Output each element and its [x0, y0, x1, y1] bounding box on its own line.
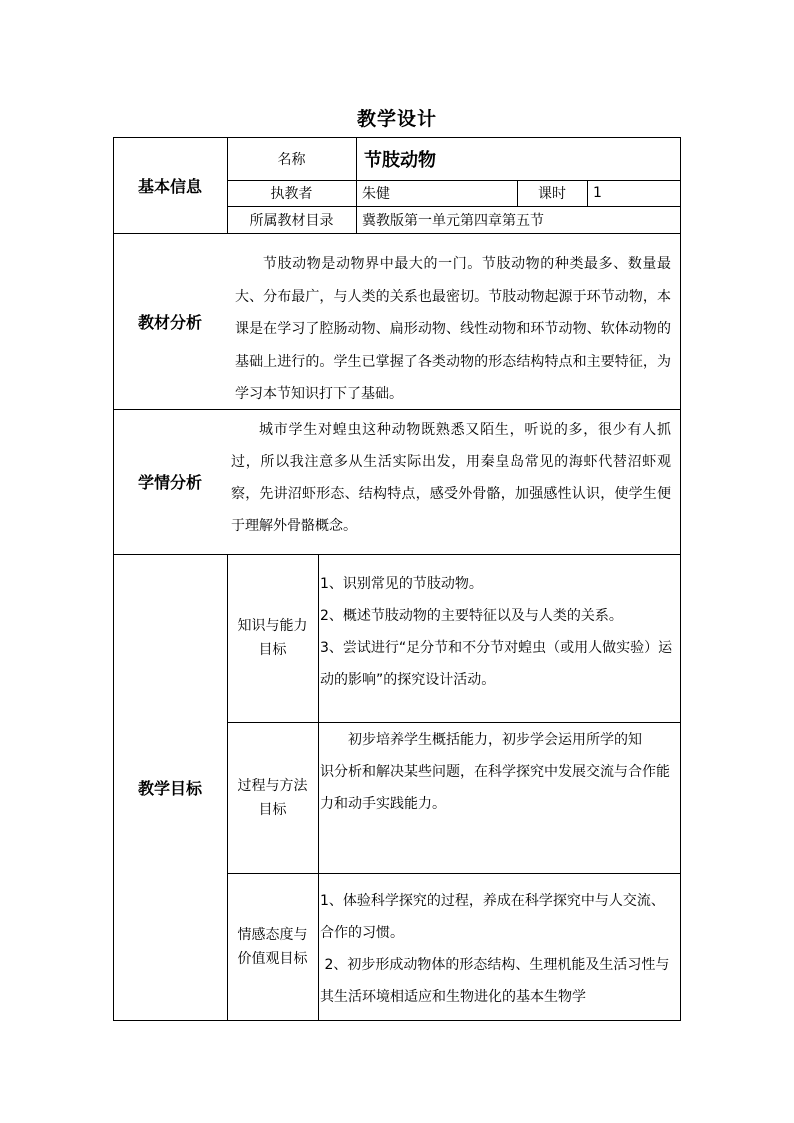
- emotion-goal-item: 2、初步形成动物体的形态结构、生理机能及生活习性与其生活环境相适应和生物进化的基本生物学: [320, 957, 670, 1005]
- section-label-material-analysis: 教材分析: [137, 312, 202, 332]
- textbook-value: 冀教版第一单元第四章第五节: [362, 212, 544, 229]
- teacher-value: 朱健: [362, 186, 390, 202]
- col-divider: [318, 554, 319, 1021]
- lesson-plan-table: [113, 137, 681, 1021]
- material-analysis-paragraph: 节肢动物是动物界中最大的一门。节肢动物的种类最多、数量最大、分布最广，与人类的关系也最密切。节肢动物起源于环节动物，本课是在学习了腔肠动物、扁形动物、线性动物和环节动物、软体动物的基础上进行的。学生已掌握了各类动物的形态结构特点和主要特征，为学习本节知识打下了基础。: [235, 256, 671, 402]
- section-label-teaching-goals: 教学目标: [137, 778, 202, 798]
- knowledge-goal-item: 2、概述节肢动物的主要特征以及与人类的关系。: [320, 608, 623, 624]
- section-label-basic-info: 基本信息: [137, 176, 202, 196]
- process-goal-line: 初步培养学生概括能力，初步学会运用所学的知: [348, 732, 642, 748]
- process-goal-label: 过程与方法目标: [237, 777, 308, 818]
- knowledge-goal-item: 1、识别常见的节肢动物。: [320, 576, 483, 592]
- knowledge-goal-list: [320, 568, 678, 696]
- table-border-right: [680, 137, 681, 1021]
- process-goal-text: [320, 724, 678, 820]
- student-analysis-text: [231, 414, 671, 542]
- emotion-goal-label: 情感态度与价值观目标: [237, 926, 308, 967]
- knowledge-goal-item: 3、尝试进行“足分节和不分节对蝗虫（或用人做实验）运动的影响”的探究设计活动。: [320, 640, 673, 688]
- emotion-goal-list: [320, 885, 678, 1013]
- section-label-student-analysis: 学情分析: [137, 473, 202, 492]
- period-label: 课时: [538, 186, 566, 202]
- page-title: 教学设计: [356, 108, 437, 130]
- knowledge-goal-label: 知识与能力目标: [237, 618, 308, 658]
- name-value: 节肢动物: [364, 149, 436, 171]
- name-label: 名称: [277, 151, 306, 168]
- process-goal-line: 识分析和解决某些问题，在科学探究中发展交流与合作能力和动手实践能力。: [320, 764, 670, 812]
- material-analysis-text: [235, 248, 671, 411]
- table-border-bottom: [113, 1020, 681, 1021]
- period-value: 1: [593, 185, 602, 201]
- emotion-goal-item: 1、体验科学探究的过程，养成在科学探究中与人交流、合作的习惯。: [320, 893, 665, 941]
- textbook-label: 所属教材目录: [249, 212, 334, 229]
- student-analysis-paragraph: 城市学生对蝗虫这种动物既熟悉又陌生，听说的多，很少有人抓过，所以我注意多从生活实际出发，用秦皇岛常见的海虾代替沼虾观察，先讲沼虾形态、结构特点，感受外骨骼，加强感性认识，使学生便于理解外骨骼概念。: [231, 422, 671, 534]
- teacher-label: 执教者: [270, 186, 313, 202]
